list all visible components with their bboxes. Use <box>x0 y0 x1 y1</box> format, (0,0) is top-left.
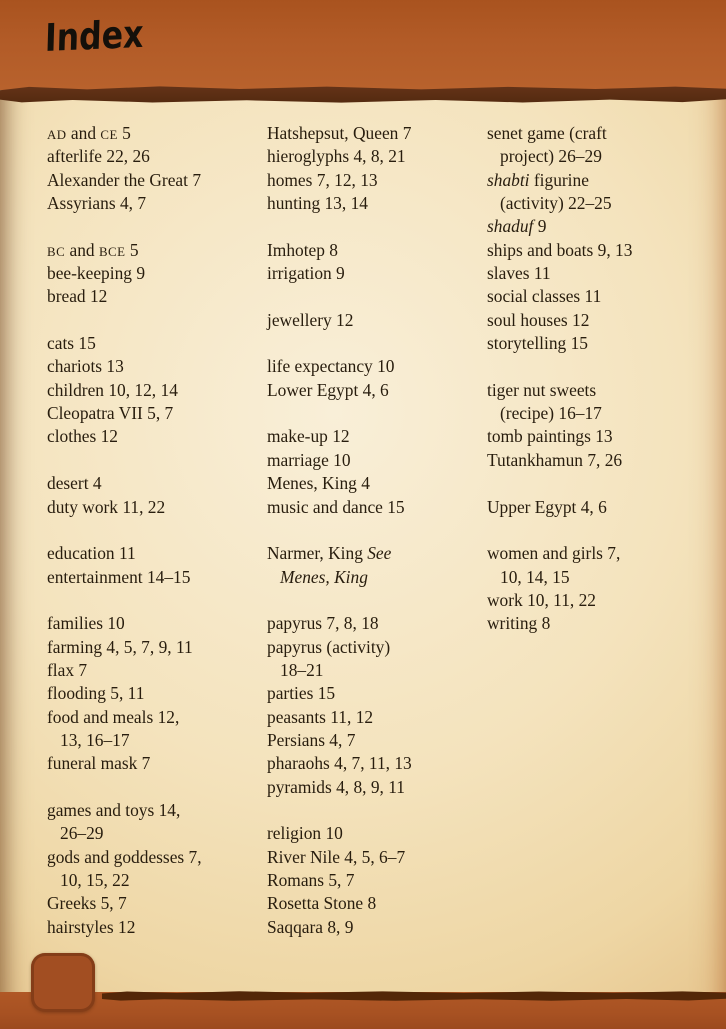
index-entry-line <box>47 332 267 355</box>
entry-text: children 10, 12, 14 <box>47 379 178 400</box>
page-title: Index <box>44 11 145 61</box>
entry-text: project) 26–29 <box>500 146 602 167</box>
index-gap <box>267 519 487 542</box>
header-divider <box>0 86 726 103</box>
index-entry-line <box>487 145 707 168</box>
entry-text: clothes 12 <box>47 426 118 447</box>
entry-text: Menes, King <box>280 566 368 587</box>
entry-text: Lower Egypt 4, 6 <box>267 379 389 400</box>
entry-text: BC <box>47 244 66 259</box>
index-entry-line <box>47 729 267 752</box>
entry-text: make-up 12 <box>267 426 350 447</box>
index-entry-line <box>267 262 487 285</box>
entry-text: Upper Egypt 4, 6 <box>487 496 607 517</box>
index-entry-line <box>267 636 487 659</box>
index-entry-line <box>487 285 707 308</box>
index-gap <box>267 799 487 822</box>
index-entry-line <box>267 752 487 775</box>
index-gap <box>47 776 267 799</box>
index-entry-line <box>47 472 267 495</box>
index-gap <box>47 449 267 472</box>
entry-text: gods and goddesses 7, <box>47 846 202 867</box>
index-entry-line <box>267 379 487 402</box>
index-entry-line <box>267 449 487 472</box>
index-entry-line <box>47 542 267 565</box>
entry-text: papyrus 7, 8, 18 <box>267 613 379 634</box>
entry-text: desert 4 <box>47 473 102 494</box>
entry-text: entertainment 14–15 <box>47 566 191 587</box>
entry-text: games and toys 14, <box>47 799 181 820</box>
index-entry-line <box>47 262 267 285</box>
index-entry-line <box>47 869 267 892</box>
entry-text: AD <box>47 128 67 142</box>
entry-text: tomb paintings 13 <box>487 426 613 447</box>
entry-text: 9 <box>533 216 547 237</box>
entry-text: Hatshepsut, Queen 7 <box>267 123 412 143</box>
index-entry-line <box>487 542 707 565</box>
entry-text: figurine <box>529 169 589 190</box>
index-entry-line <box>487 169 707 192</box>
entry-text: Assyrians 4, 7 <box>47 193 147 214</box>
entry-text: Greeks 5, 7 <box>47 893 127 914</box>
index-body <box>47 122 716 939</box>
entry-text: ships and boats 9, 13 <box>487 239 633 260</box>
entry-text: 18–21 <box>280 659 324 680</box>
entry-text: BCE <box>98 244 126 259</box>
index-entry-line <box>267 169 487 192</box>
index-entry-line <box>47 659 267 682</box>
index-entry-line <box>267 682 487 705</box>
index-entry-line <box>267 496 487 519</box>
entry-text: tiger nut sweets <box>487 379 597 400</box>
index-column-3 <box>487 122 707 939</box>
entry-text: peasants 11, 12 <box>267 706 374 727</box>
index-gap <box>267 332 487 355</box>
index-gap <box>47 519 267 542</box>
index-gap <box>47 215 267 238</box>
entry-text: Persians 4, 7 <box>267 729 356 750</box>
index-entry-line <box>267 892 487 915</box>
index-entry-line <box>267 145 487 168</box>
entry-text: religion 10 <box>267 823 343 844</box>
index-entry-line <box>487 332 707 355</box>
entry-text: Rosetta Stone 8 <box>267 893 377 914</box>
entry-text: 5 <box>117 123 131 143</box>
index-entry-line <box>47 752 267 775</box>
entry-text: Tutankhamun 7, 26 <box>487 449 623 470</box>
index-entry-line <box>47 122 267 145</box>
index-entry-line <box>47 379 267 402</box>
index-entry-line <box>47 892 267 915</box>
entry-text: pyramids 4, 8, 9, 11 <box>267 776 405 797</box>
entry-text: families 10 <box>47 613 125 634</box>
entry-text: and <box>65 239 99 260</box>
entry-text: bee-keeping 9 <box>47 263 146 284</box>
index-entry-line <box>47 496 267 519</box>
index-entry-line <box>47 239 267 262</box>
entry-text: Narmer, King <box>267 543 368 564</box>
index-entry-line <box>47 612 267 635</box>
index-entry-line <box>47 425 267 448</box>
index-entry-line <box>47 682 267 705</box>
entry-text: writing 8 <box>487 613 551 634</box>
index-entry-line <box>47 285 267 308</box>
index-column-1 <box>47 122 267 939</box>
index-entry-line <box>267 309 487 332</box>
index-gap <box>47 589 267 612</box>
index-entry-line <box>487 566 707 589</box>
entry-text: papyrus (activity) <box>267 636 391 657</box>
entry-text: (activity) 22–25 <box>500 193 612 214</box>
entry-text: soul houses 12 <box>487 309 590 330</box>
entry-text: life expectancy 10 <box>267 356 395 377</box>
index-entry-line <box>487 215 707 238</box>
entry-text: 13, 16–17 <box>60 729 130 750</box>
entry-text: flooding 5, 11 <box>47 683 145 704</box>
entry-text: funeral mask 7 <box>47 753 151 774</box>
index-entry-line <box>47 916 267 939</box>
index-entry-line <box>487 612 707 635</box>
index-entry-line <box>267 659 487 682</box>
index-gap <box>47 309 267 332</box>
page-corner-tab <box>31 953 95 1012</box>
entry-text: Menes, King 4 <box>267 473 370 494</box>
index-entry-line <box>487 425 707 448</box>
entry-text: pharaohs 4, 7, 11, 13 <box>267 753 412 774</box>
index-entry-line <box>47 822 267 845</box>
entry-text: irrigation 9 <box>267 263 345 284</box>
entry-text: duty work 11, 22 <box>47 496 166 517</box>
index-entry-line <box>487 379 707 402</box>
index-entry-line <box>267 472 487 495</box>
index-gap <box>487 355 707 378</box>
entry-text: cats 15 <box>47 333 96 354</box>
index-entry-line <box>47 846 267 869</box>
index-entry-line <box>47 799 267 822</box>
entry-text: Cleopatra VII 5, 7 <box>47 403 174 424</box>
entry-text: 26–29 <box>60 823 104 844</box>
entry-text: chariots 13 <box>47 356 124 377</box>
entry-text: farming 4, 5, 7, 9, 11 <box>47 636 193 657</box>
index-entry-line <box>267 355 487 378</box>
entry-text: Romans 5, 7 <box>267 870 355 890</box>
entry-text: CE <box>100 128 118 142</box>
index-entry-line <box>47 706 267 729</box>
index-entry-line <box>47 169 267 192</box>
entry-text: 10, 15, 22 <box>60 870 130 890</box>
entry-text: Imhotep 8 <box>267 239 338 260</box>
index-entry-line <box>267 706 487 729</box>
header-band <box>0 0 726 90</box>
entry-text: marriage 10 <box>267 449 351 470</box>
index-entry-line <box>267 612 487 635</box>
entry-text: River Nile 4, 5, 6–7 <box>267 846 406 867</box>
index-entry-line <box>267 776 487 799</box>
entry-text: 10, 14, 15 <box>500 566 570 587</box>
entry-text: Alexander the Great 7 <box>47 169 202 190</box>
entry-text: jewellery 12 <box>267 309 354 330</box>
entry-text: food and meals 12, <box>47 706 180 727</box>
index-entry-line <box>487 402 707 425</box>
index-entry-line <box>267 822 487 845</box>
entry-text: hairstyles 12 <box>47 916 136 937</box>
entry-text: homes 7, 12, 13 <box>267 169 378 190</box>
index-entry-line <box>267 566 487 589</box>
entry-text: shabti <box>487 169 530 190</box>
index-column-2 <box>267 122 487 939</box>
entry-text: slaves 11 <box>487 263 551 284</box>
index-entry-line <box>267 869 487 892</box>
index-entry-line <box>47 192 267 215</box>
index-gap <box>267 215 487 238</box>
entry-text: music and dance 15 <box>267 496 405 517</box>
entry-text: Saqqara 8, 9 <box>267 916 354 937</box>
entry-text: hieroglyphs 4, 8, 21 <box>267 146 406 167</box>
entry-text: See <box>367 543 392 564</box>
index-entry-line <box>267 729 487 752</box>
index-entry-line <box>487 589 707 612</box>
index-entry-line <box>267 846 487 869</box>
entry-text: 5 <box>125 239 139 260</box>
entry-text: social classes 11 <box>487 286 602 307</box>
index-entry-line <box>47 355 267 378</box>
index-entry-line <box>487 239 707 262</box>
index-entry-line <box>267 122 487 145</box>
entry-text: and <box>66 123 101 143</box>
index-gap <box>487 519 707 542</box>
index-entry-line <box>267 916 487 939</box>
entry-text: parties 15 <box>267 683 336 704</box>
index-gap <box>487 472 707 495</box>
index-gap <box>267 285 487 308</box>
index-entry-line <box>47 566 267 589</box>
entry-text: education 11 <box>47 543 136 564</box>
index-gap <box>267 402 487 425</box>
index-entry-line <box>487 449 707 472</box>
index-entry-line <box>47 402 267 425</box>
index-entry-line <box>267 542 487 565</box>
index-entry-line <box>487 262 707 285</box>
entry-text: hunting 13, 14 <box>267 193 368 214</box>
entry-text: senet game (craft <box>487 123 607 143</box>
index-entry-line <box>267 239 487 262</box>
index-entry-line <box>487 192 707 215</box>
index-entry-line <box>47 636 267 659</box>
index-entry-line <box>487 496 707 519</box>
entry-text: bread 12 <box>47 286 108 307</box>
entry-text: work 10, 11, 22 <box>487 589 597 610</box>
entry-text: (recipe) 16–17 <box>500 403 602 424</box>
entry-text: afterlife 22, 26 <box>47 146 150 167</box>
index-entry-line <box>487 122 707 145</box>
index-gap <box>267 589 487 612</box>
entry-text: women and girls 7, <box>487 543 621 564</box>
entry-text: storytelling 15 <box>487 333 588 354</box>
index-entry-line <box>487 309 707 332</box>
entry-text: flax 7 <box>47 659 88 680</box>
index-entry-line <box>267 192 487 215</box>
index-entry-line <box>47 145 267 168</box>
entry-text: shaduf <box>487 216 534 237</box>
index-entry-line <box>267 425 487 448</box>
